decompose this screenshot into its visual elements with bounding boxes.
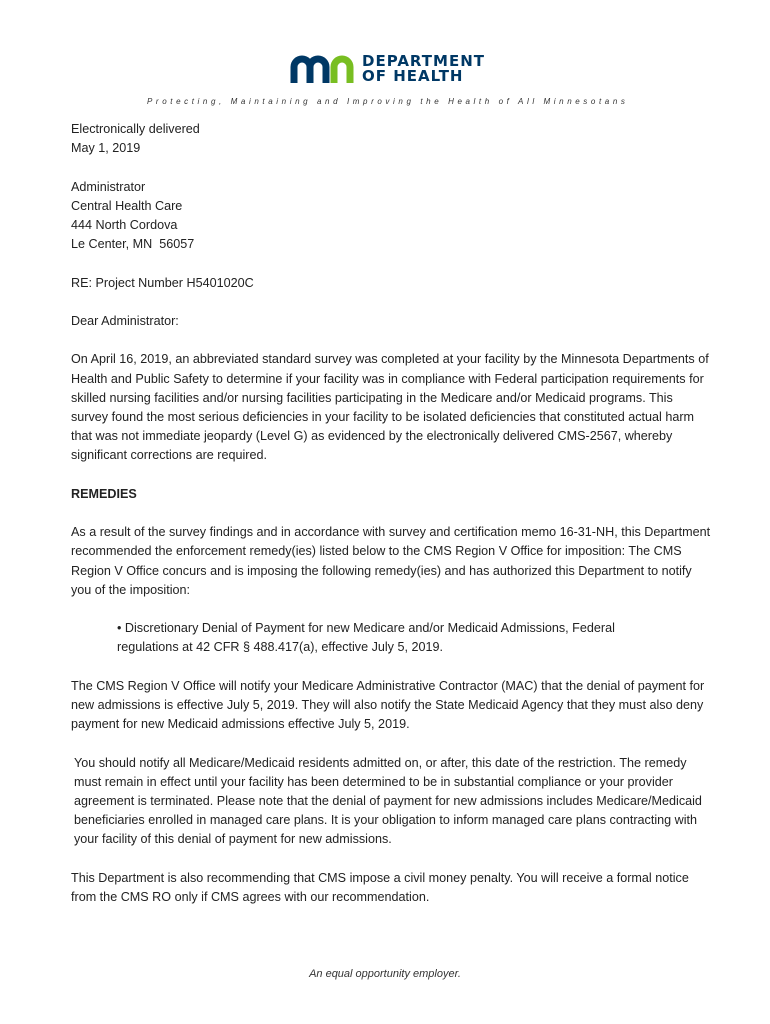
remedies-heading: REMEDIES (71, 486, 137, 501)
tagline: Protecting, Maintaining and Improving the Health of All Minnesotans (147, 97, 629, 106)
logo-org-line2: OF HEALTH (362, 67, 464, 85)
recipient-street: 444 North Cordova (71, 218, 178, 232)
logo-wordmark (362, 54, 485, 84)
recipient-city: Le Center, MN 56057 (71, 237, 195, 252)
letter-date: May 1, 2019 (71, 141, 141, 156)
cmp-notice-paragraph: This Department is also recommending that CMS impose a civil money penalty. You will receive a formal notice from the CMS RO only if CMS agrees with our recommendation. (71, 870, 689, 904)
delivery-block (71, 120, 711, 158)
salutation: Dear Administrator: (71, 313, 179, 328)
letter-body (71, 120, 711, 926)
mdh-logo (290, 52, 485, 86)
re-line: RE: Project Number H5401020C (71, 275, 254, 290)
resident-notice-paragraph: You should notify all Medicare/Medicaid residents admitted on, or after, this date of the restriction. The remedy must remain in effect until your facility has been determined to be in substantial compliance or your provider agreement is terminated. Please note that the denial of payment for new admissions includes Medicare/Medicaid beneficiaries enrolled in managed care plans. It is your obligation to inform managed care plans contracting with your facility of this denial of payment for new admissions. (74, 755, 702, 847)
intro-paragraph: On April 16, 2019, an abbreviated standard survey was completed at your facility by the Minnesota Departments of Health and Public Safety to determine if your facility was in compliance with Federal participation requirements for skilled nursing facilities and/or nursing facilities participating in the Medicare and/or Medicaid programs. This survey found the most serious deficiencies in your facility to be isolated deficiencies that constituted actual harm that was not immediate jeopardy (Level G) as evidenced by the electronically delivered CMS-2567, whereby significant corrections are required. (71, 352, 709, 463)
recipient-facility: Central Health Care (71, 198, 183, 213)
footer-text: An equal opportunity employer. (309, 968, 461, 980)
recipient-address (71, 178, 711, 255)
delivery-method: Electronically delivered (71, 122, 200, 136)
remedy-bullet-item: • Discretionary Denial of Payment for new Medicare and/or Medicaid Admissions, Federal regulations at 42 CFR § 488.417(a), effective July 5, 2019. (117, 621, 615, 655)
recipient-title: Administrator (71, 179, 146, 194)
logo-org-line1: DEPARTMENT (362, 52, 485, 70)
mac-notice-paragraph: The CMS Region V Office will notify your Medicare Administrative Contractor (MAC) that the denial of payment for new admissions is effective July 5, 2019. They will also notify the State Medicaid Agency that they must also deny payment for new Medicaid admissions effective July 5, 2019. (71, 678, 705, 732)
remedies-intro-paragraph: As a result of the survey findings and in accordance with survey and certification memo 16-31-NH, this Department recommended the enforcement remedy(ies) listed below to the CMS Region V Office for imposition: The CMS Region V Office concurs and is imposing the following remedy(ies) and has authorized this Department to notify you of the imposition: (71, 525, 711, 597)
mn-logo-mark-icon (290, 53, 354, 85)
